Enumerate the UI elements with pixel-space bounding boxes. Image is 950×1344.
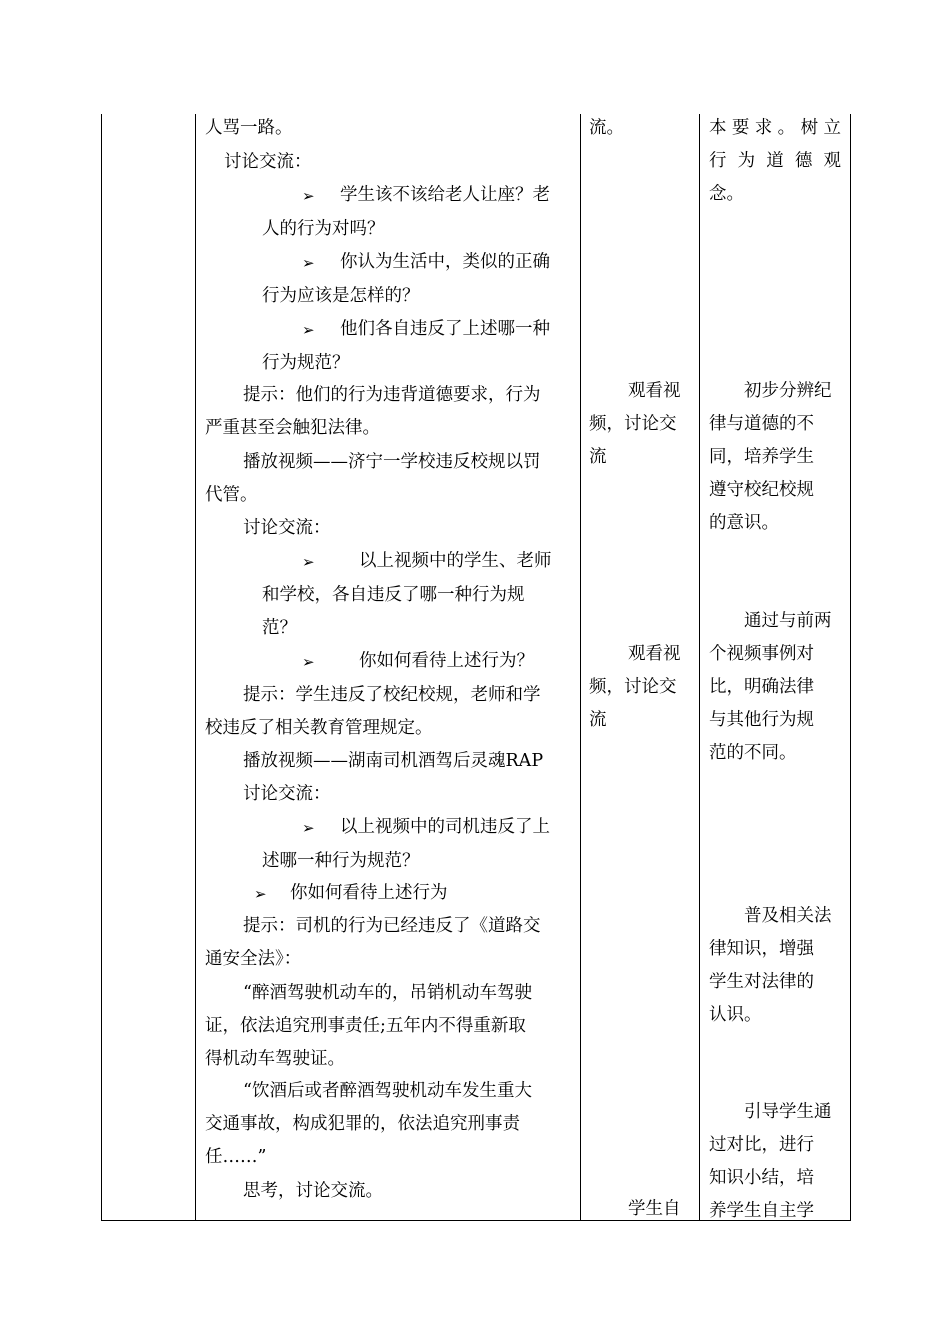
text-line: 人的行为对吗？ [262,219,385,239]
text-line: 你如何看待上述行为？ [359,651,534,671]
text-line: 律与道德的不 [709,414,814,434]
table-border-left [101,114,102,1221]
text-line: 同，培养学生 [709,447,814,467]
text-line: 提示：司机的行为已经违反了《道路交 [243,916,541,936]
text-line: 引导学生通 [744,1102,832,1122]
text-line: 学生该不该给老人让座？老 [340,185,550,205]
bullet-arrow-icon: ➢ [302,187,315,205]
text-line: 任……” [205,1147,267,1167]
text-line: 严重甚至会触犯法律。 [205,418,380,438]
text-line: 提示：他们的行为违背道德要求，行为 [243,385,541,405]
bullet-arrow-icon: ➢ [254,885,267,903]
text-line: 观看视 [628,644,681,664]
text-line: 遵守校纪校规 [709,480,814,500]
text-line: 通过与前两 [744,611,832,631]
text-line: 个视频事例对 [709,644,814,664]
text-line: 频，讨论交 [589,677,677,697]
text-line: 学生对法律的 [709,972,814,992]
column-divider-2 [580,114,581,1221]
text-line: 行为规范？ [262,353,350,373]
text-line: 比，明确法律 [709,677,814,697]
text-line: 流 [589,710,607,730]
text-line: 本 要 求 。 树 立 [709,118,841,138]
text-line: 代管。 [205,485,258,505]
text-line: 人骂一路。 [205,118,293,138]
text-line: 念。 [709,184,744,204]
text-line: 校违反了相关教育管理规定。 [205,718,433,738]
text-line: 得机动车驾驶证。 [205,1049,345,1069]
text-line: 播放视频——济宁一学校违反校规以罚 [243,452,541,472]
text-line: 讨论交流： [243,518,331,538]
bullet-arrow-icon: ➢ [302,254,315,272]
text-line: 述哪一种行为规范？ [262,851,420,871]
text-line: 思考，讨论交流。 [243,1181,383,1201]
text-line: 普及相关法 [744,906,832,926]
bullet-arrow-icon: ➢ [302,553,315,571]
text-line: 观看视 [628,381,681,401]
text-line: 通安全法》： [205,949,302,969]
text-line: 养学生自主学 [709,1201,814,1221]
text-line: 过对比，进行 [709,1135,814,1155]
text-line: 认识。 [709,1005,762,1025]
text-line: 播放视频——湖南司机酒驾后灵魂RAP [243,751,544,771]
text-line: 你认为生活中，类似的正确 [340,252,550,272]
text-line: 你如何看待上述行为 [290,883,448,903]
text-line: 频，讨论交 [589,414,677,434]
text-line: 以上视频中的学生、老师 [359,551,552,571]
text-line: 流 [589,447,607,467]
text-line: 讨论交流： [243,784,331,804]
text-line: 证，依法追究刑事责任;五年内不得重新取 [205,1016,526,1036]
text-line: “饮酒后或者醉酒驾驶机动车发生重大 [243,1081,532,1101]
bullet-arrow-icon: ➢ [302,653,315,671]
column-divider-1 [195,114,196,1221]
text-line: 提示：学生违反了校纪校规，老师和学 [243,685,541,705]
text-line: 知识小结，培 [709,1168,814,1188]
text-line: 范？ [262,618,297,638]
text-line: 以上视频中的司机违反了上 [340,817,550,837]
bullet-arrow-icon: ➢ [302,321,315,339]
table-border-right [850,114,851,1221]
text-line: “醉酒驾驶机动车的，吊销机动车驾驶 [243,983,532,1003]
text-line: 的意识。 [709,513,779,533]
text-line: 初步分辨纪 [744,381,832,401]
text-line: 他们各自违反了上述哪一种 [340,319,550,339]
text-line: 范的不同。 [709,743,797,763]
text-line: 和学校，各自违反了哪一种行为规 [262,585,525,605]
bullet-arrow-icon: ➢ [302,819,315,837]
text-line: 与其他行为规 [709,710,814,730]
text-line: 交通事故，构成犯罪的，依法追究刑事责 [205,1114,520,1134]
text-line: 学生自 [628,1199,681,1219]
text-line: 行 为 道 德 观 [709,151,841,171]
text-line: 行为应该是怎样的？ [262,286,420,306]
text-line: 讨论交流： [224,152,312,172]
text-line: 流。 [589,118,624,138]
text-line: 律知识，增强 [709,939,814,959]
column-divider-3 [699,114,700,1221]
